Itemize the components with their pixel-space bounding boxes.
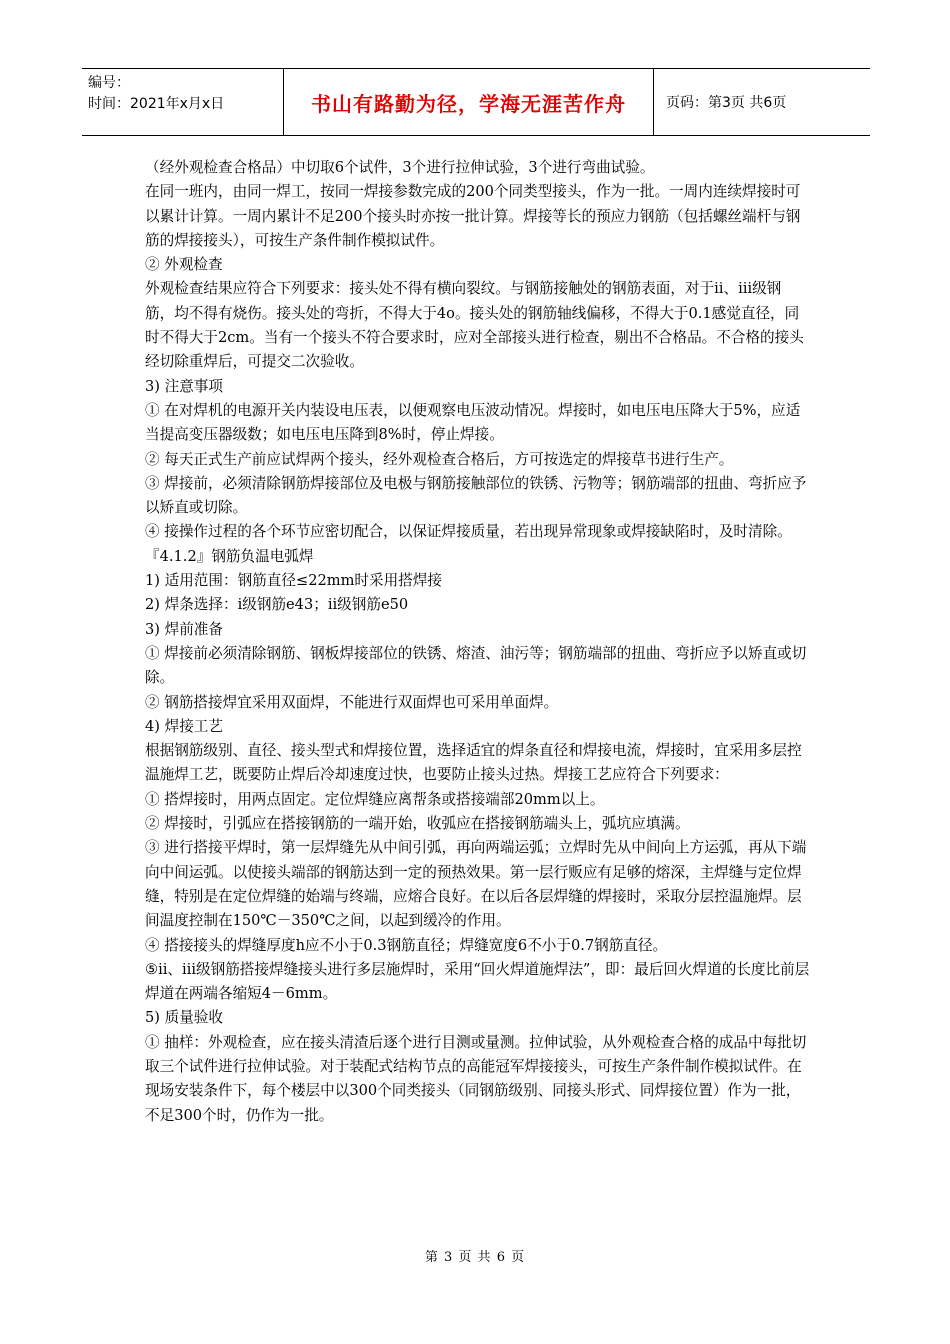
list-item: ① 焊接前必须清除钢筋、钢板焊接部位的铁锈、熔渣、油污等；钢筋端部的扭曲、弯折应予以矫直或切除。 (145, 644, 807, 687)
header-motto: 书山有路勤为径，学海无涯苦作舟 (284, 69, 654, 135)
header-page-label: 页码：第3页 共6页 (666, 95, 787, 111)
list-item: ③ 进行搭接平焊时，第一层焊缝先从中间引弧，再向两端运弧；立焊时先从中间向上方运弧，再从下端向中间运弧。以使接头端部的钢筋达到一定的预热效果。第一层行贩应有足够的熔深，主焊缝与定位焊缝，特别是在定位焊缝的始端与终端，应熔合良好。在以后各层焊缝的焊接时，采取分层控温施焊。层间温度控制在150℃－350℃之间，以起到缓冷的作用。 (145, 839, 807, 930)
list-item: ① 在对焊机的电源开关内装设电压表，以便观察电压波动情况。焊接时，如电压电压降大于5%，应适当提高变压器级数；如电压电压降到8%时，停止焊接。 (145, 401, 801, 444)
list-item: ② 焊接时，引弧应在搭接钢筋的一端开始，收弧应在搭接钢筋端头上，弧坑应填满。 (145, 815, 690, 833)
section-heading: ② 外观检查 (145, 256, 223, 274)
document-number-label: 编号： (88, 75, 130, 91)
section-heading: 3) 注意事项 (145, 377, 223, 395)
paragraph: （经外观检查合格品）中切取6个试件，3个进行拉伸试验，3个进行弯曲试验。 (145, 159, 655, 176)
section-heading: 3) 焊前准备 (145, 620, 223, 638)
document-body (145, 156, 810, 1128)
list-item: ④ 搭接接头的焊缝厚度h应不小于0.3钢筋直径；焊缝宽度6不小于0.7钢筋直径。 (145, 936, 668, 954)
section-heading: 5) 质量验收 (145, 1009, 223, 1027)
list-item: ④ 接操作过程的各个环节应密切配合，以保证焊接质量，若出现异常现象或焊接缺陷时，及时清除。 (145, 523, 792, 541)
list-item: ① 抽样：外观检查，应在接头清渣后逐个进行目测或量测。拉伸试验，从外观检查合格的成品中每批切取三个试件进行拉伸试验。对于装配式结构节点的高能冠军焊接接头，可按生产条件制作模拟试件。在现场安装条件下，每个楼层中以300个同类接头（同钢筋级别、同接头形式、同焊接位置）作为一批，不足300个时，仍作为一批。 (145, 1033, 807, 1124)
paragraph: 在同一班内，由同一焊工，按同一焊接参数完成的200个同类型接头，作为一批。一周内连续焊接时可以累计计算。一周内累计不足200个接头时亦按一批计算。焊接等长的预应力钢筋（包括螺丝端杆与钢筋的焊接接头），可按生产条件制作模拟试件。 (145, 183, 801, 249)
list-item: ② 每天正式生产前应试焊两个接头，经外观检查合格后，方可按选定的焊接草书进行生产。 (145, 450, 734, 468)
list-item: ① 搭焊接时，用两点固定。定位焊缝应离帮条或搭接端部20mm以上。 (145, 790, 605, 808)
list-item: 1) 适用范围：钢筋直径≤22mm时采用搭焊接 (145, 572, 442, 590)
page-header (82, 68, 870, 136)
paragraph: 外观检查结果应符合下列要求：接头处不得有横向裂纹。与钢筋接触处的钢筋表面，对于ⅱ、ⅲ级钢筋，均不得有烧伤。接头处的弯折，不得大于4o。接头处的钢筋轴线偏移，不得大于0.1感觉直径，同时不得大于2cm。当有一个接头不符合要求时，应对全部接头进行检查，剔出不合格品。不合格的接头经切除重焊后，可提交二次验收。 (145, 280, 804, 371)
document-date-label: 时间：2021年x月x日 (88, 96, 225, 112)
section-heading: 『4.1.2』钢筋负温电弧焊 (145, 547, 314, 565)
header-meta (82, 69, 284, 135)
paragraph: 根据钢筋级别、直径、接头型式和焊接位置，选择适宜的焊条直径和焊接电流，焊接时，宜采用多层控温施焊工艺，既要防止焊后冷却速度过快，也要防止接头过热。焊接工艺应符合下列要求： (145, 742, 802, 784)
page-footer: 第 3 页 共 6 页 (424, 1250, 526, 1265)
list-item: 2) 焊条选择：ⅰ级钢筋e43；ⅱ级钢筋e50 (145, 596, 409, 614)
list-item: ② 钢筋搭接焊宜采用双面焊，不能进行双面焊也可采用单面焊。 (145, 693, 559, 711)
list-item: ③ 焊接前，必须清除钢筋焊接部位及电极与钢筋接触部位的铁锈、污物等；钢筋端部的扭曲、弯折应予以矫直或切除。 (145, 474, 807, 517)
section-heading: 4) 焊接工艺 (145, 717, 223, 735)
list-item: ⑤ⅱ、ⅲ级钢筋搭接焊缝接头进行多层施焊时，采用“回火焊道施焊法”，即：最后回火焊道的长度比前层焊道在两端各缩短4－6mm。 (145, 960, 810, 1003)
